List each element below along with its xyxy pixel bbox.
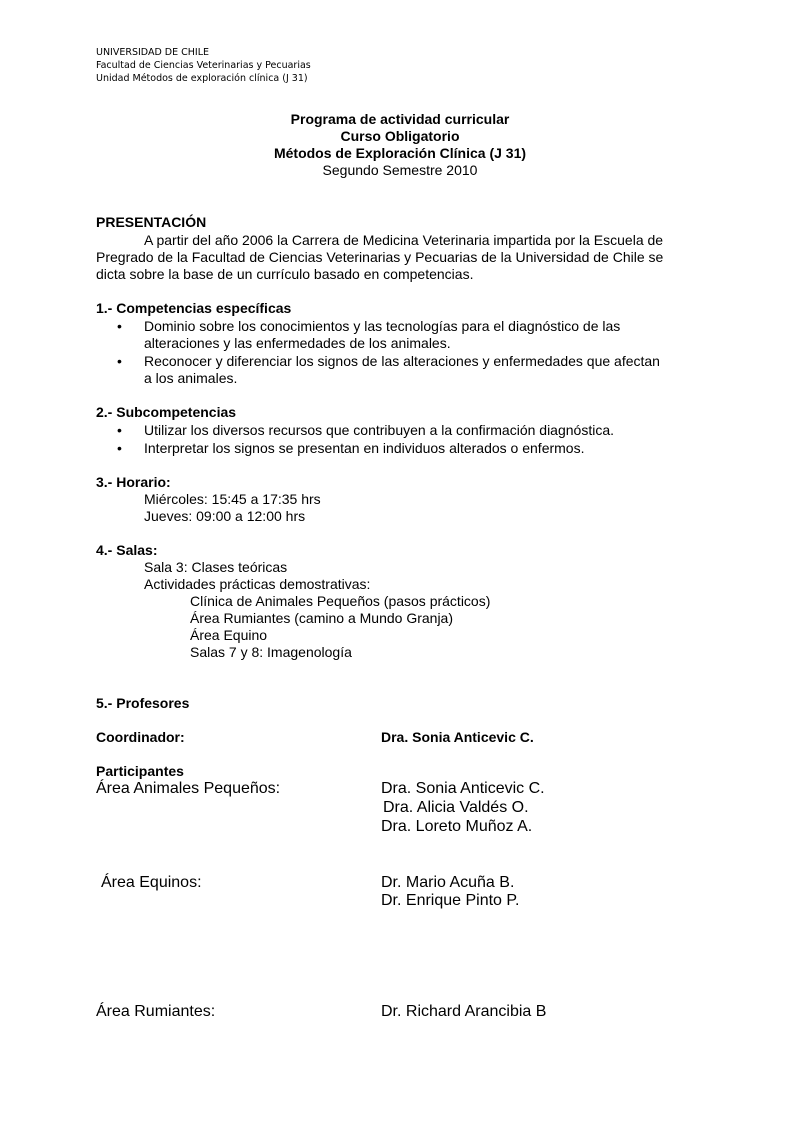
university-name: UNIVERSIDAD DE CHILE [96,47,209,58]
institution-header [96,46,311,85]
title-line-2: Curso Obligatorio [340,128,460,144]
bullet-icon: • [117,353,122,369]
competencia-1-line-1: Dominio sobre los conocimientos y las tecnologías para el diagnóstico de las [144,318,621,334]
area-equinos-name-2: Dr. Enrique Pinto P. [381,892,520,909]
coordinador-label: Coordinador: [96,729,185,745]
title-semester: Segundo Semestre 2010 [322,162,478,178]
participantes-label: Participantes [96,763,184,779]
presentacion-line-3: dicta sobre la base de un currículo basado en competencias. [96,266,474,282]
title-line-1: Programa de actividad curricular [290,111,510,127]
competencias-heading: 1.- Competencias específicas [96,300,292,316]
presentacion-heading: PRESENTACIÓN [96,214,207,230]
area-animales-pequenos-name-1: Dra. Sonia Anticevic C. [381,780,545,797]
subcompetencia-1: Utilizar los diversos recursos que contribuyen a la confirmación diagnóstica. [144,422,614,438]
salas-sub-2: Área Rumiantes (camino a Mundo Granja) [190,610,454,626]
area-animales-pequenos-label: Área Animales Pequeños: [96,780,281,797]
area-rumiantes-label: Área Rumiantes: [96,1003,216,1020]
salas-sub-3: Área Equino [190,627,268,643]
presentacion-line-1: A partir del año 2006 la Carrera de Medicina Veterinaria impartida por la Escuela de [144,232,664,248]
unit-name: Unidad Métodos de exploración clínica (J 31) [96,73,308,84]
salas-heading: 4.- Salas: [96,542,158,558]
bullet-icon: • [117,440,122,456]
area-equinos-label: Área Equinos: [101,874,202,891]
subcompetencia-2: Interpretar los signos se presentan en individuos alterados o enfermos. [144,440,585,456]
competencia-1-line-2: alteraciones y las enfermedades de los animales. [144,335,451,351]
subcompetencias-heading: 2.- Subcompetencias [96,404,237,420]
salas-sub-4: Salas 7 y 8: Imagenología [190,644,352,660]
salas-line-1: Sala 3: Clases teóricas [144,559,288,575]
area-rumiantes-name-1: Dr. Richard Arancibia B [381,1003,547,1020]
horario-line-1: Miércoles: 15:45 a 17:35 hrs [144,491,321,507]
horario-line-2: Jueves: 09:00 a 12:00 hrs [144,508,306,524]
area-equinos-name-1: Dr. Mario Acuña B. [381,874,515,891]
salas-sub-1: Clínica de Animales Pequeños (pasos prácticos) [190,593,491,609]
area-animales-pequenos-name-3: Dra. Loreto Muñoz A. [381,818,533,835]
coordinador-name: Dra. Sonia Anticevic C. [381,729,534,745]
profesores-heading: 5.- Profesores [96,695,190,711]
competencia-2-line-1: Reconocer y diferenciar los signos de las alteraciones y enfermedades que afectan [144,353,660,369]
area-animales-pequenos-name-2: Dra. Alicia Valdés O. [383,799,529,816]
title-line-3: Métodos de Exploración Clínica (J 31) [273,145,527,161]
salas-line-2: Actividades prácticas demostrativas: [144,576,371,592]
faculty-name: Facultad de Ciencias Veterinarias y Pecuarias [96,60,311,71]
horario-heading: 3.- Horario: [96,474,171,490]
bullet-icon: • [117,318,122,334]
presentacion-line-2: Pregrado de la Facultad de Ciencias Veterinarias y Pecuarias de la Universidad de Chile se [96,249,664,265]
competencia-2-line-2: a los animales. [144,370,238,386]
document-title [0,111,800,179]
bullet-icon: • [117,422,122,438]
